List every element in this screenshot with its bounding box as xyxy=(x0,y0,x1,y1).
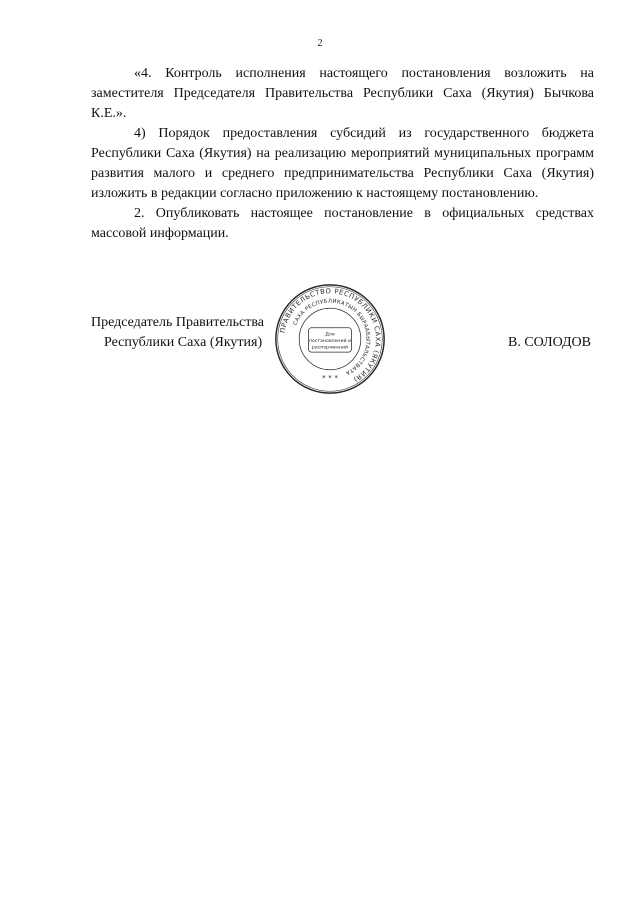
stamp-center-line2: постановлений и xyxy=(308,338,352,344)
paragraph-publish: 2. Опубликовать настоящее постановление в официальных средствах массовой информации. xyxy=(91,206,594,241)
signatory-title-line1: Председатель Правительства xyxy=(91,315,264,330)
official-seal-stamp xyxy=(274,283,386,395)
paragraph-control: «4. Контроль исполнения настоящего постановления возложить на заместителя Председателя Правительства Республики Саха (Якутия) Бычкова К.Е.». xyxy=(91,66,594,121)
paragraph-subsidy-procedure: 4) Порядок предоставления субсидий из государственного бюджета Республики Саха (Якутия) на реализацию мероприятий муниципальных программ развития малого и среднего предпринимательства Республики Саха (Якутия) изложить в редакции согласно приложению к настоящему постановлению. xyxy=(91,126,594,201)
stamp-inner-text: САХА РЕСПУБЛИКАТЫН БЫРААБЫТАЛЬСТВАТА xyxy=(292,298,371,376)
stamp-stars: * * * xyxy=(322,373,338,383)
signatory-name: В. СОЛОДОВ xyxy=(508,335,591,350)
stamp-center-line3: распоряжений xyxy=(311,345,349,351)
stamp-outer-text: ПРАВИТЕЛЬСТВО РЕСПУБЛИКИ САХА (ЯКУТИЯ) xyxy=(278,287,382,384)
stamp-center-line1: Для xyxy=(325,332,335,338)
signatory-title-line2: Республики Саха (Якутия) xyxy=(104,335,263,350)
page-number: 2 xyxy=(317,38,323,49)
document-body xyxy=(91,64,594,244)
